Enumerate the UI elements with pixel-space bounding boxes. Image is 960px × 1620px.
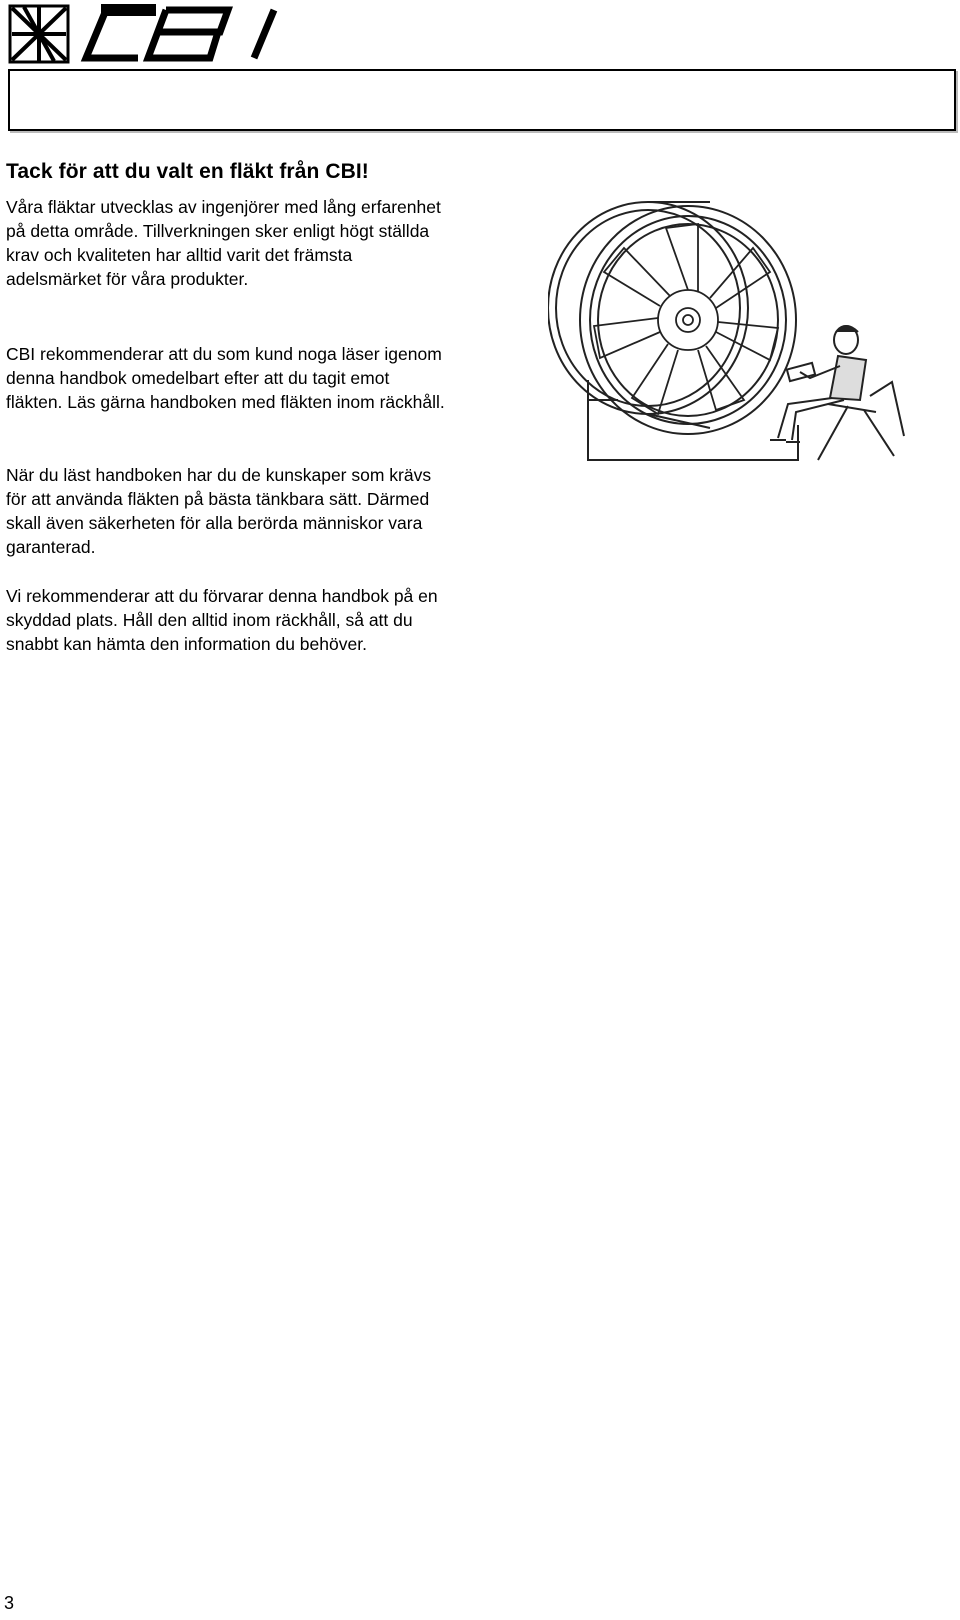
fan-illustration [548, 200, 910, 468]
cbi-logo [6, 2, 311, 66]
paragraph-knowledge: När du läst handboken har du de kunskaper som krävs för att använda fläkten på bästa tänkbara sätt. Därmed skall även säkerheten för alla berörda människor vara garanterad. [6, 465, 432, 557]
paragraph-storage: Vi rekommenderar att du förvarar denna handbok på en skyddad plats. Håll den alltid inom räckhåll, så att du snabbt kan hämta den information du behöver. [6, 586, 438, 654]
header-bar [8, 69, 956, 131]
paragraph-intro: Våra fläktar utvecklas av ingenjörer med lång erfarenhet på detta område. Tillverkningen sker enligt högt ställda krav och kvaliteten har alltid varit det främsta adelsmärket för våra produkter. [6, 197, 441, 289]
page-title: Tack för att du valt en fläkt från CBI! [6, 160, 369, 183]
page-number: 3 [4, 1593, 15, 1613]
paragraph-recommendation: CBI rekommenderar att du som kund noga läser igenom denna handbok omedelbart efter att du tagit emot fläkten. Läs gärna handboken med fläkten inom räckhåll. [6, 344, 445, 412]
logo-wordmark [86, 10, 274, 58]
seated-reader-icon [770, 326, 904, 460]
fan-housing-icon [548, 202, 798, 460]
logo-emblem-icon [10, 6, 68, 62]
